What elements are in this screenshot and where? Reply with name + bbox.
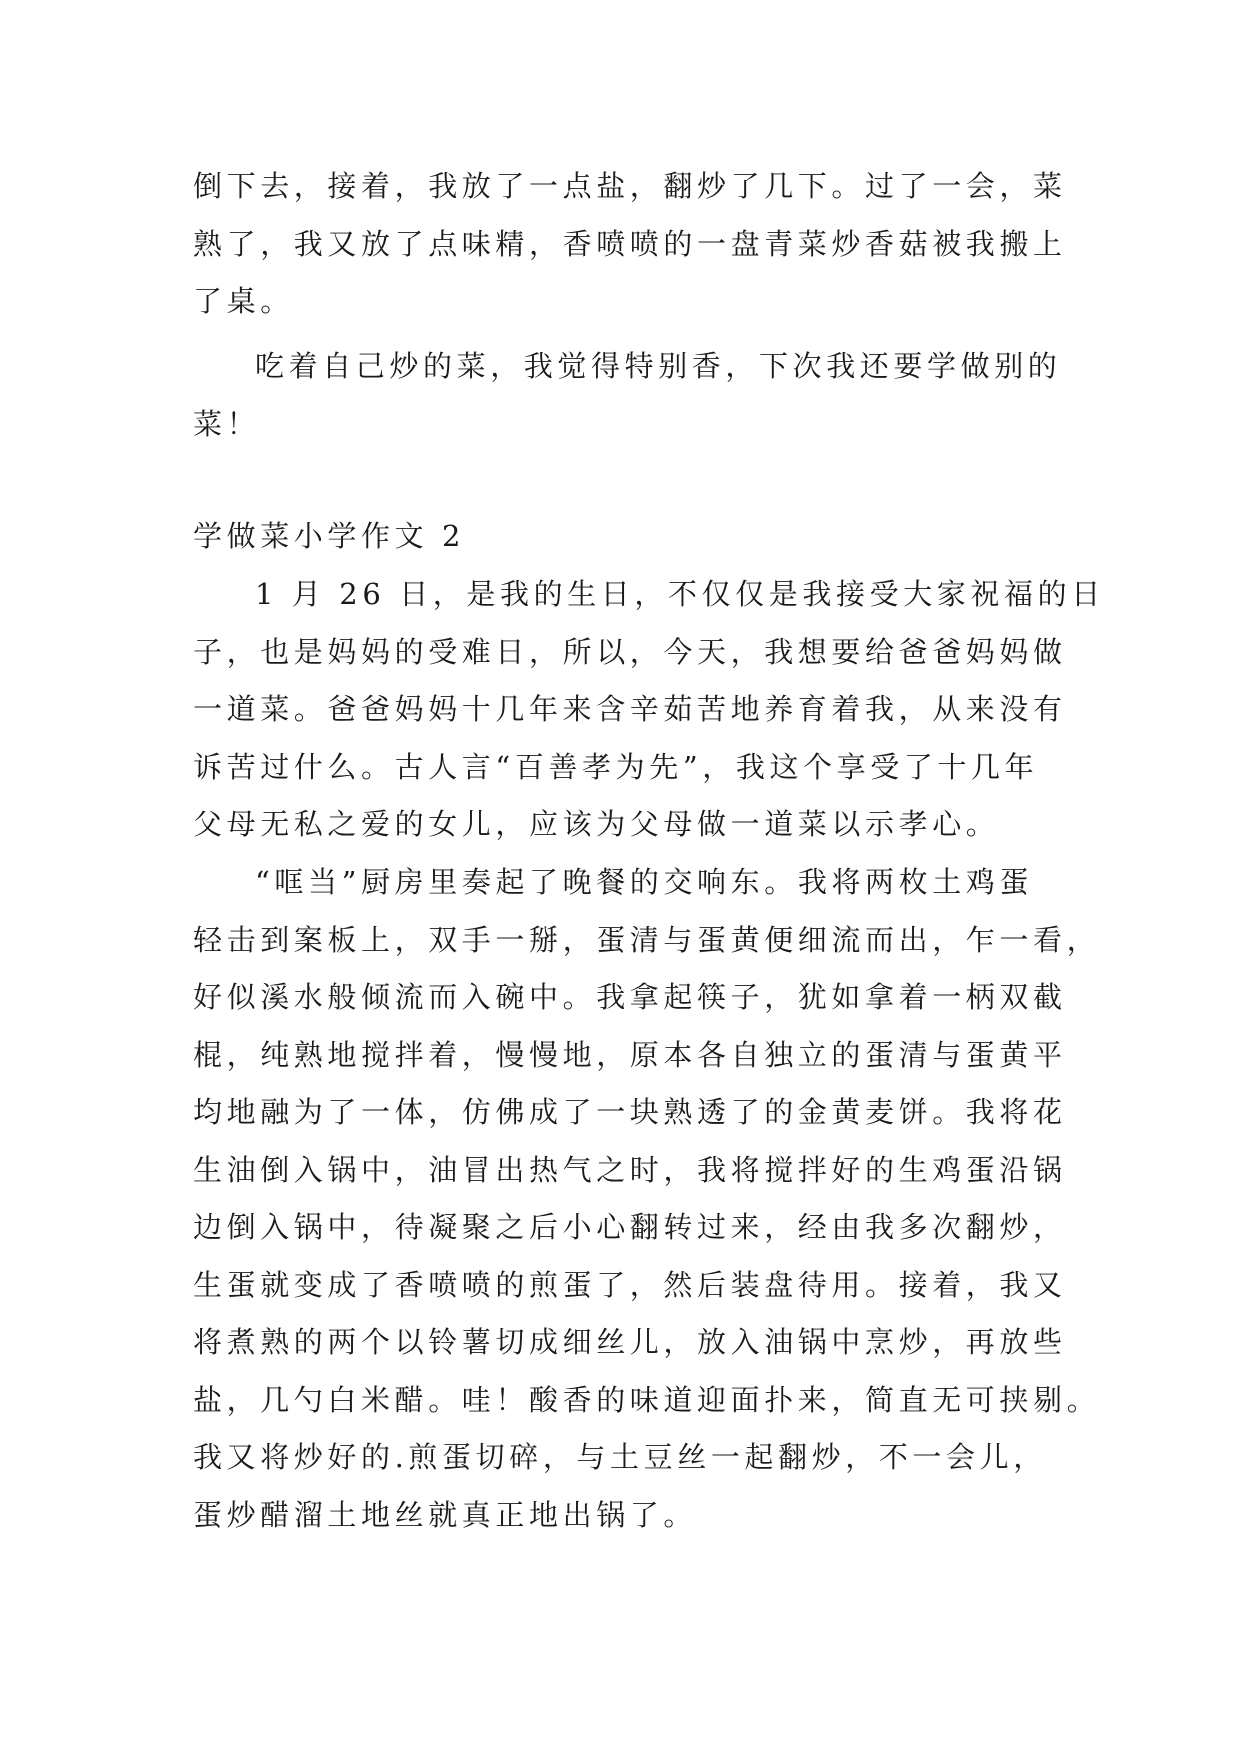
- text-line: 将煮熟的两个以铃薯切成细丝儿，放入油锅中烹炒，再放些: [193, 1325, 1067, 1359]
- text-line: 均地融为了一体，仿佛成了一块熟透了的金黄麦饼。我将花: [193, 1095, 1067, 1129]
- text-line: 1 月 26 日，是我的生日，不仅仅是我接受大家祝福的日: [255, 577, 1105, 611]
- text-line: 生油倒入锅中，油冒出热气之时，我将搅拌好的生鸡蛋沿锅: [193, 1152, 1067, 1187]
- text-line: 轻击到案板上，双手一掰，蛋清与蛋黄便细流而出，乍一看，: [193, 922, 1101, 957]
- text-line: 蛋炒醋溜土地丝就真正地出锅了。: [193, 1497, 698, 1532]
- text-line: 菜！: [193, 406, 261, 441]
- text-line: 边倒入锅中，待凝聚之后小心翻转过来，经由我多次翻炒，: [193, 1210, 1067, 1244]
- section-heading: [193, 508, 1053, 566]
- text-line: 熟了，我又放了点味精，香喷喷的一盘青菜炒香菇被我搬上: [193, 226, 1067, 261]
- text-line: 盐，几勺白米醋。哇！酸香的味道迎面扑来，简直无可挟剔。: [193, 1382, 1101, 1417]
- paragraph-cooking: [193, 854, 1101, 1544]
- text-line: 一道菜。爸爸妈妈十几年来含辛茹苦地养育着我，从来没有: [193, 692, 1067, 726]
- text-line: 我又将炒好的.煎蛋切碎，与土豆丝一起翻炒，不一会儿，: [193, 1440, 1047, 1474]
- paragraph-birthday: [193, 566, 1105, 854]
- text-line: 父母无私之爱的女儿，应该为父母做一道菜以示孝心。: [193, 807, 1000, 841]
- text-line: 吃着自己炒的菜，我觉得特别香，下次我还要学做别的: [255, 349, 1062, 383]
- text-line: 了桌。: [193, 284, 294, 318]
- text-line: 生蛋就变成了香喷喷的煎蛋了，然后装盘待用。接着，我又: [193, 1267, 1067, 1302]
- text-line: 诉苦过什么。古人言“百善孝为先”，我这个享受了十几年: [193, 749, 1039, 784]
- text-line: 好似溪水般倾流而入碗中。我拿起筷子，犹如拿着一柄双截: [193, 980, 1067, 1014]
- paragraph-continued: [193, 158, 1067, 331]
- text-line: 棍，纯熟地搅拌着，慢慢地，原本各自独立的蛋清与蛋黄平: [193, 1037, 1067, 1072]
- text-line: 子，也是妈妈的受难日，所以，今天，我想要给爸爸妈妈做: [193, 634, 1067, 669]
- paragraph-closing: [193, 338, 1062, 453]
- text-line: 倒下去，接着，我放了一点盐，翻炒了几下。过了一会，菜: [193, 169, 1067, 203]
- section-heading-text: 学做菜小学作文 2: [193, 519, 466, 553]
- text-line: “哐当”厨房里奏起了晚餐的交响东。我将两枚土鸡蛋: [255, 865, 1034, 899]
